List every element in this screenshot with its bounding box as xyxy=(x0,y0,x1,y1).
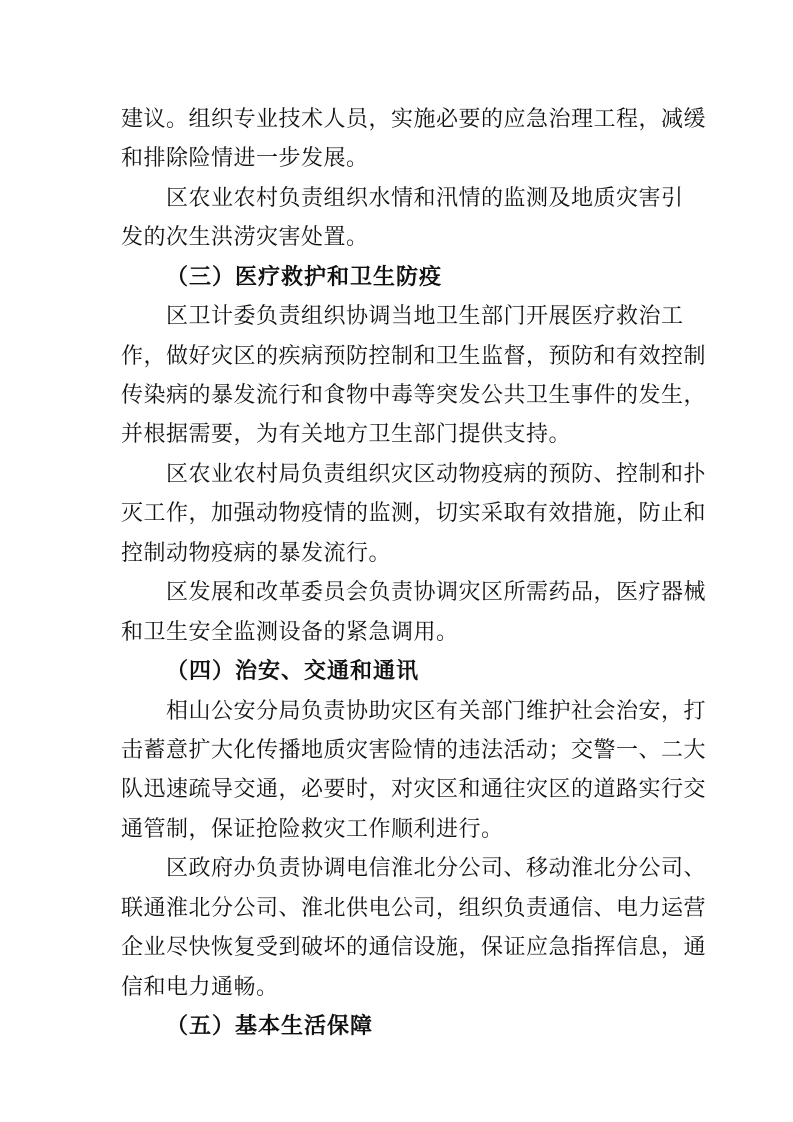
paragraph-line: 信和电力通畅。 xyxy=(121,975,279,1000)
paragraph-line: 和排除险情进一步发展。 xyxy=(121,146,369,171)
paragraph-line: 控制动物疫病的暴发流行。 xyxy=(121,541,392,566)
paragraph-line: 并根据需要，为有关地方卫生部门提供支持。 xyxy=(121,422,572,447)
paragraph-line: 联通淮北分公司、淮北供电公司，组织负责通信、电力运营 xyxy=(121,896,707,921)
paragraph-line: 发的次生洪涝灾害处置。 xyxy=(121,225,369,250)
paragraph-line: 相山公安分局负责协助灾区有关部门维护社会治安，打 xyxy=(166,699,707,724)
paragraph-line: 区卫计委负责组织协调当地卫生部门开展医疗救治工 xyxy=(166,304,684,329)
paragraph-line: 区农业农村负责组织水情和汛情的监测及地质灾害引 xyxy=(166,186,684,211)
paragraph-line: 灭工作，加强动物疫情的监测，切实采取有效措施，防止和 xyxy=(121,501,707,526)
paragraph-line: 建议。组织专业技术人员，实施必要的应急治理工程，减缓 xyxy=(121,107,707,132)
paragraph-line: 和卫生安全监测设备的紧急调用。 xyxy=(121,620,459,645)
paragraph-line: 区发展和改革委员会负责协调灾区所需药品，医疗器械 xyxy=(166,580,707,605)
paragraph-line: 通管制，保证抢险救灾工作顺利进行。 xyxy=(121,817,504,842)
paragraph-line: 队迅速疏导交通，必要时，对灾区和通往灾区的道路实行交 xyxy=(121,777,707,802)
paragraph-line: 击蓄意扩大化传播地质灾害险情的违法活动；交警一、二大 xyxy=(121,738,707,763)
paragraph-line: 区政府办负责协调电信淮北分公司、移动淮北分公司、 xyxy=(166,856,707,881)
paragraph-line: 区农业农村局负责组织灾区动物疫病的预防、控制和扑 xyxy=(166,462,707,487)
section-heading: （五）基本生活保障 xyxy=(166,1014,374,1039)
paragraph-line: 传染病的暴发流行和食物中毒等突发公共卫生事件的发生， xyxy=(121,383,707,408)
section-heading: （四）治安、交通和通讯 xyxy=(166,659,420,684)
paragraph-line: 企业尽快恢复受到破坏的通信设施，保证应急指挥信息，通 xyxy=(121,935,707,960)
section-heading: （三）医疗救护和卫生防疫 xyxy=(166,265,443,290)
paragraph-line: 作，做好灾区的疾病预防控制和卫生监督，预防和有效控制 xyxy=(121,344,707,369)
